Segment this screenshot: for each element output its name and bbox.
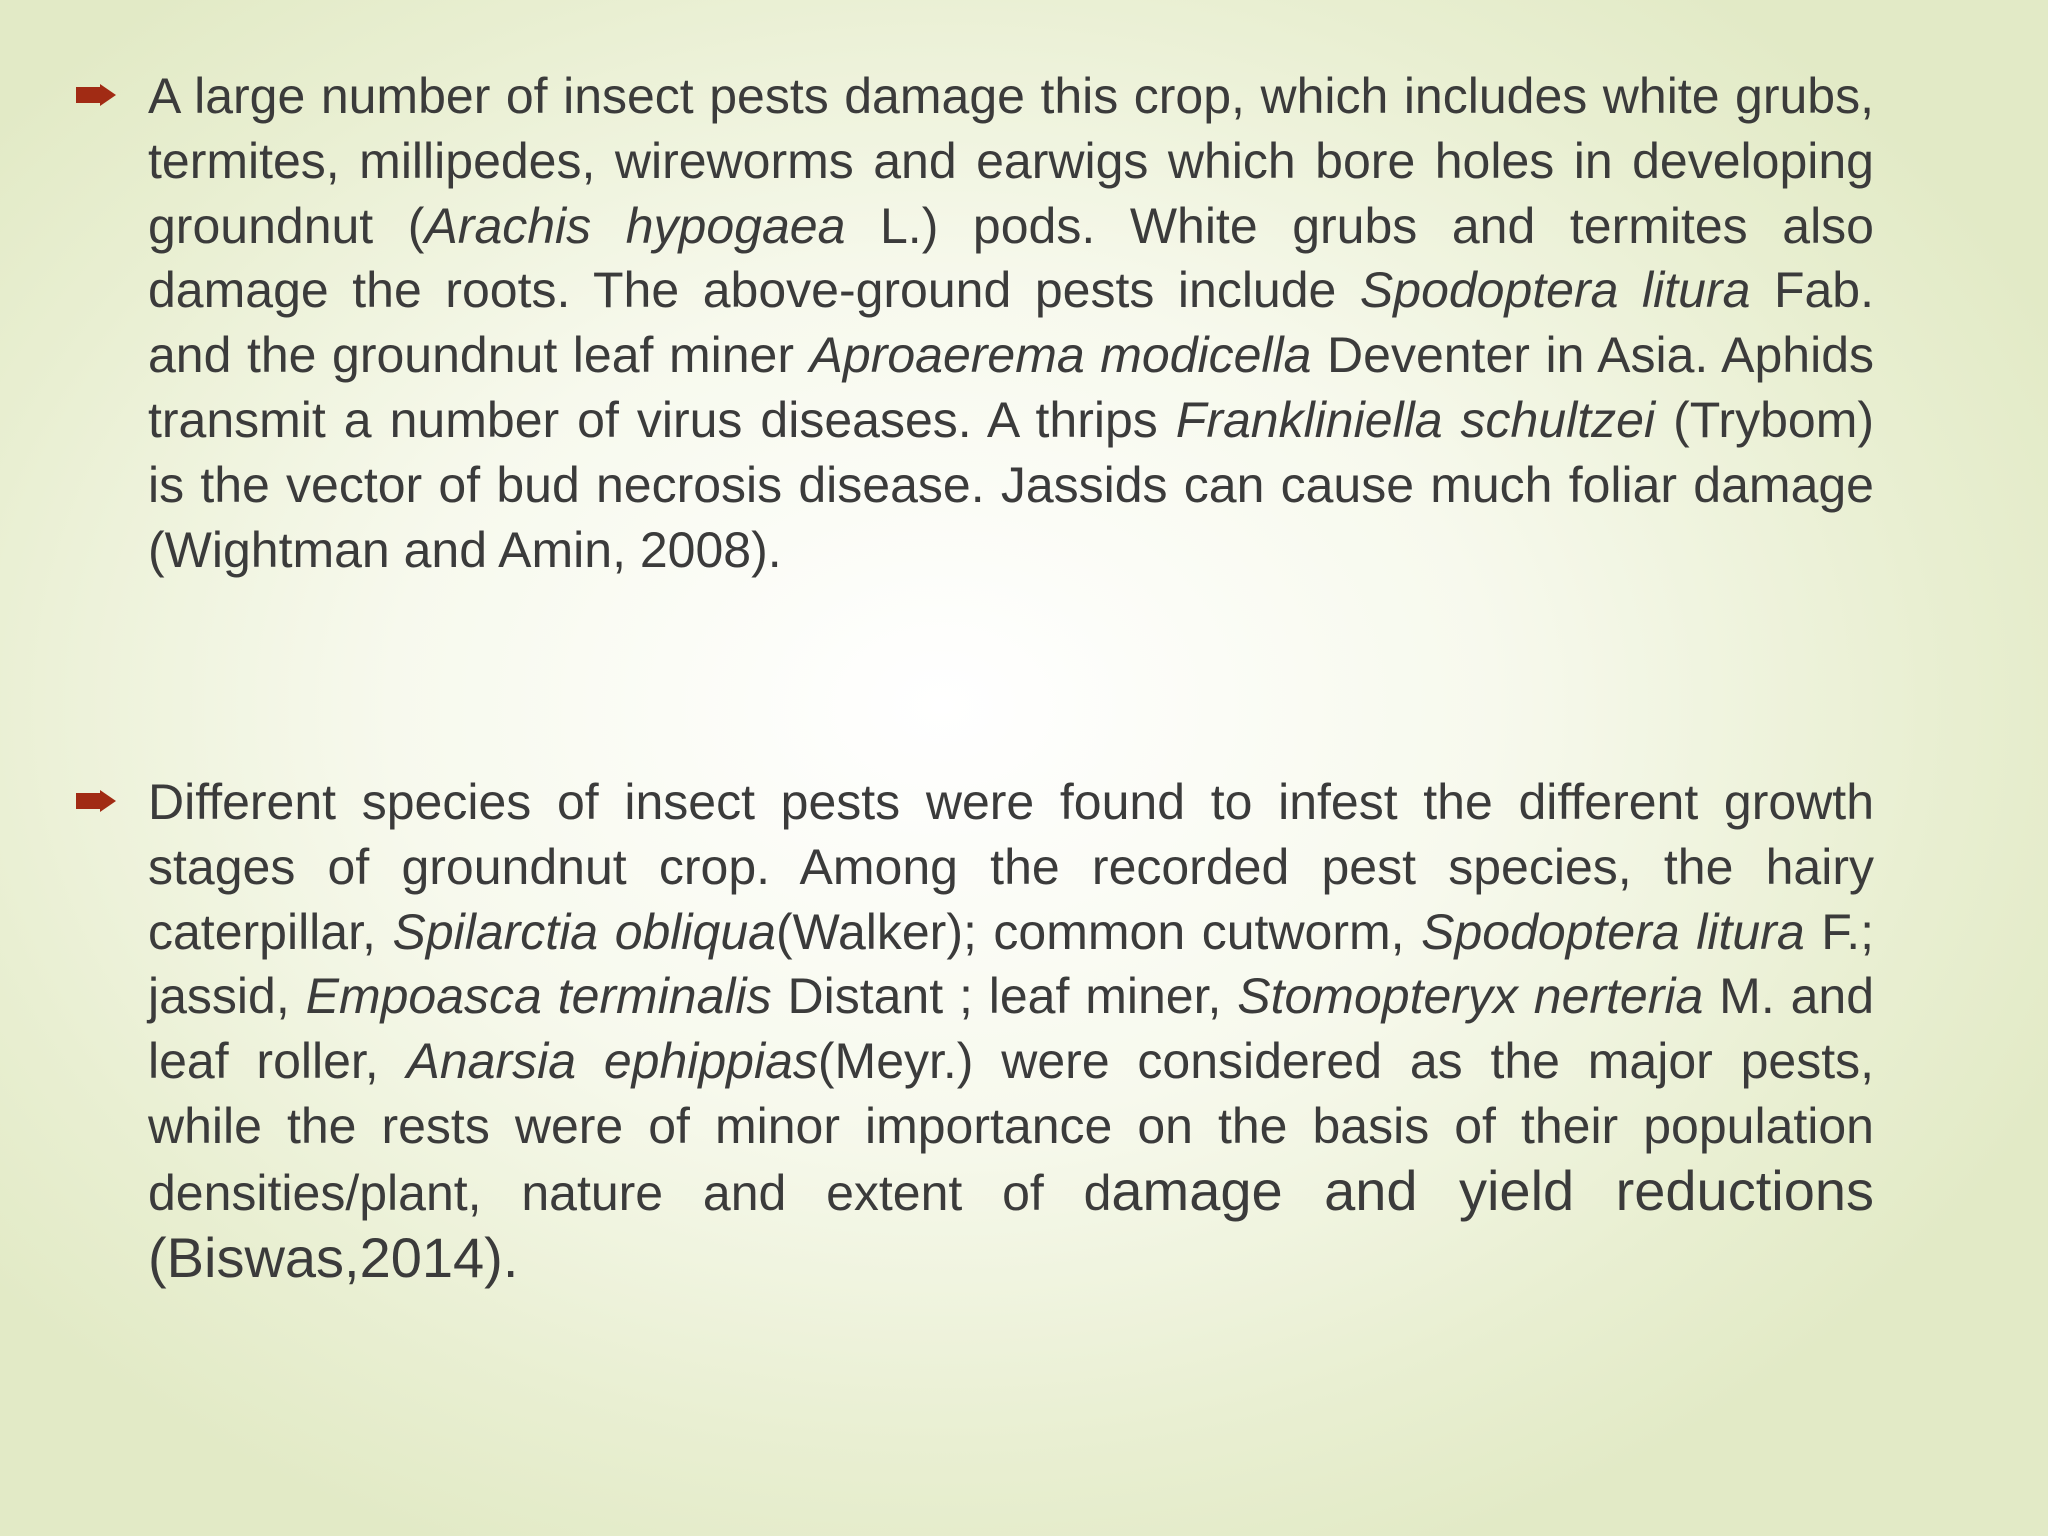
p2-species-spilarctia: Spilarctia obliqua [392, 903, 776, 960]
paragraph-1 [148, 64, 1874, 582]
p1-text-4: Deventer in Asia. Aphids transmit a number of virus diseases. A thrips [148, 327, 1875, 448]
arrow-bullet-icon [76, 790, 116, 812]
p2-text-5: M. and leaf roller, [148, 968, 1875, 1090]
p2-text-7: amage and yield reductions (Biswas,2014). [148, 1158, 1874, 1289]
p1-species-aproaerema: Aproaerema modicella [809, 327, 1312, 384]
p2-text-2: (Walker); common cutworm, [775, 903, 1422, 960]
p1-species-arachis: Arachis hypogaea [424, 197, 846, 254]
p2-species-spodoptera: Spodoptera litura [1421, 903, 1805, 960]
p1-text-5: (Trybom) is the vector of bud necrosis disease. Jassids can cause much foliar damage (Wightman and Amin, 2008). [148, 391, 1875, 578]
p1-species-spodoptera: Spodoptera litura [1359, 262, 1751, 319]
p2-text-4: Distant ; leaf miner, [771, 968, 1238, 1025]
p1-species-frankliniella: Frankliniella schultzei [1175, 391, 1656, 448]
p2-species-stomopteryx: Stomopteryx nerteria [1237, 968, 1704, 1025]
p2-text-6: (Meyr.) were considered as the major pests, while the rests were of minor importance on the basis of their population densities/plant, nature and extent of d [148, 1033, 1874, 1221]
p2-text-1: Different species of insect pests were found to infest the different growth stages of groundnut crop. Among the recorded pest species, the hairy caterpillar, [148, 774, 1874, 960]
arrow-bullet-icon [76, 84, 116, 106]
p1-text-2: L.) pods. White grubs and termites also damage the roots. The above-ground pests include [148, 197, 1874, 319]
p2-species-empoasca: Empoasca terminalis [305, 968, 772, 1025]
p1-text-3: Fab. and the groundnut leaf miner [148, 262, 1874, 384]
p2-text-3: F.; jassid, [148, 903, 1874, 1025]
paragraph-2 [148, 770, 1874, 1292]
p1-text-1: A large number of insect pests damage this crop, which includes white grubs, termites, millipedes, wireworms and earwigs which bore holes in developing groundnut ( [148, 68, 1874, 254]
p2-species-anarsia: Anarsia ephippias [406, 1033, 818, 1090]
